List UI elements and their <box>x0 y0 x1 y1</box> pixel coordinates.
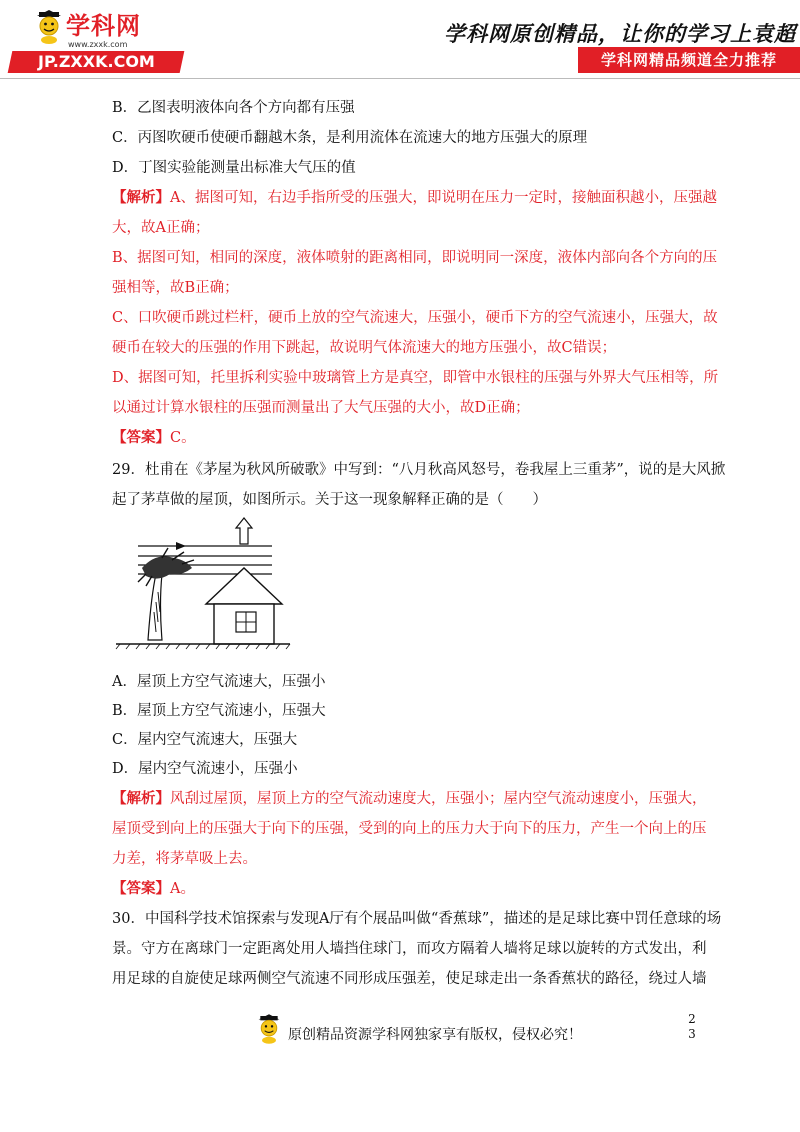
q28-analysis-line-6: 硬币在较大的压强的作用下跳起，故说明气体流速大的地方压强小，故C错误； <box>112 340 617 356</box>
q29-analysis-line-2: 屋顶受到向上的压强大于向下的压强，受到的向上的压力大于向下的压力，产生一个向上的压 <box>112 821 707 837</box>
header-slogan-banner: 学科网精品频道全力推荐 <box>578 47 800 73</box>
brand-banner: JP.ZXXK.COM <box>8 51 185 73</box>
q29-option-d: D．屋内空气流速小，压强小 <box>112 761 298 777</box>
q28-option-d: D．丁图实验能测量出标准大气压的值 <box>112 160 356 176</box>
q29-stem-line-1: 29．杜甫在《茅屋为秋风所破歌》中写到：“八月秋高风怒号，卷我屋上三重茅”，说的是大风掀 <box>112 462 726 478</box>
q29-figure-wind-roof <box>112 512 292 652</box>
answer-tag: 【答案】 <box>112 429 170 446</box>
q28-analysis-line-4: 强相等，故B正确； <box>112 280 239 296</box>
analysis-tag: 【解析】 <box>112 790 170 807</box>
q28-analysis-line-2: 大，故A正确； <box>112 220 210 236</box>
q28-analysis-line-5: C、口吹硬币跳过栏杆，硬币上放的空气流速大，压强小，硬币下方的空气流速小，压强大，故 <box>112 310 718 326</box>
q30-stem-line-1: 30．中国科学技术馆探索与发现A厅有个展品叫做“香蕉球”，描述的是足球比赛中罚任意球的场 <box>112 911 722 927</box>
header-slogan: 学科网原创精品，让你的学习上袁超 <box>444 21 796 46</box>
q28-analysis-line-3: B、据图可知，相同的深度，液体喷射的距离相同，即说明同一深度，液体内部向各个方向的压 <box>112 250 718 266</box>
q28-option-b: B．乙图表明液体向各个方向都有压强 <box>112 100 355 116</box>
header-divider <box>0 78 800 79</box>
brand-url: www.zxxk.com <box>68 40 128 49</box>
q29-analysis-line-1: 【解析】风刮过屋顶，屋顶上方的空气流动速度大，压强小；屋内空气流动速度小，压强大， <box>112 790 707 807</box>
q28-analysis-line-1: 【解析】A、据图可知，右边手指所受的压强大，即说明在压力一定时，接触面积越小，压强越 <box>112 189 717 206</box>
q29-stem-line-2: 起了茅草做的屋顶，如图所示。关于这一现象解释正确的是（ ） <box>112 492 547 508</box>
footer-copyright: 原创精品资源学科网独家享有版权，侵权必究！ <box>288 1027 582 1043</box>
footer-mascot-icon <box>256 1014 282 1044</box>
page-number: 2 3 <box>688 1012 696 1041</box>
q28-analysis-line-8: 以通过计算水银柱的压强而测量出了大气压强的大小，故D正确； <box>112 400 530 416</box>
q29-option-a: A．屋顶上方空气流速大，压强小 <box>112 674 326 690</box>
q29-answer: 【答案】A。 <box>112 880 195 897</box>
q30-stem-line-2: 景。守方在离球门一定距离处用人墙挡住球门，而攻方隔着人墙将足球以旋转的方式发出，利 <box>112 941 707 957</box>
q30-stem-line-3: 用足球的自旋使足球两侧空气流速不同形成压强差，使足球走出一条香蕉状的路径，绕过人墙 <box>112 971 707 987</box>
q28-option-c: C．丙图吹硬币使硬币翻越木条，是利用流体在流速大的地方压强大的原理 <box>112 130 588 146</box>
page-header <box>0 0 800 80</box>
answer-tag: 【答案】 <box>112 880 170 897</box>
analysis-tag: 【解析】 <box>112 189 170 206</box>
q29-option-c: C．屋内空气流速大，压强大 <box>112 732 298 748</box>
mascot-icon <box>34 10 64 44</box>
q29-analysis-line-3: 力差，将茅草吸上去。 <box>112 851 257 867</box>
q28-answer: 【答案】C。 <box>112 429 196 446</box>
q29-option-b: B．屋顶上方空气流速小，压强大 <box>112 703 326 719</box>
brand-name: 学科网 <box>66 12 141 40</box>
q28-analysis-line-7: D、据图可知，托里拆利实验中玻璃管上方是真空，即管中水银柱的压强与外界大气压相等，所 <box>112 370 719 386</box>
